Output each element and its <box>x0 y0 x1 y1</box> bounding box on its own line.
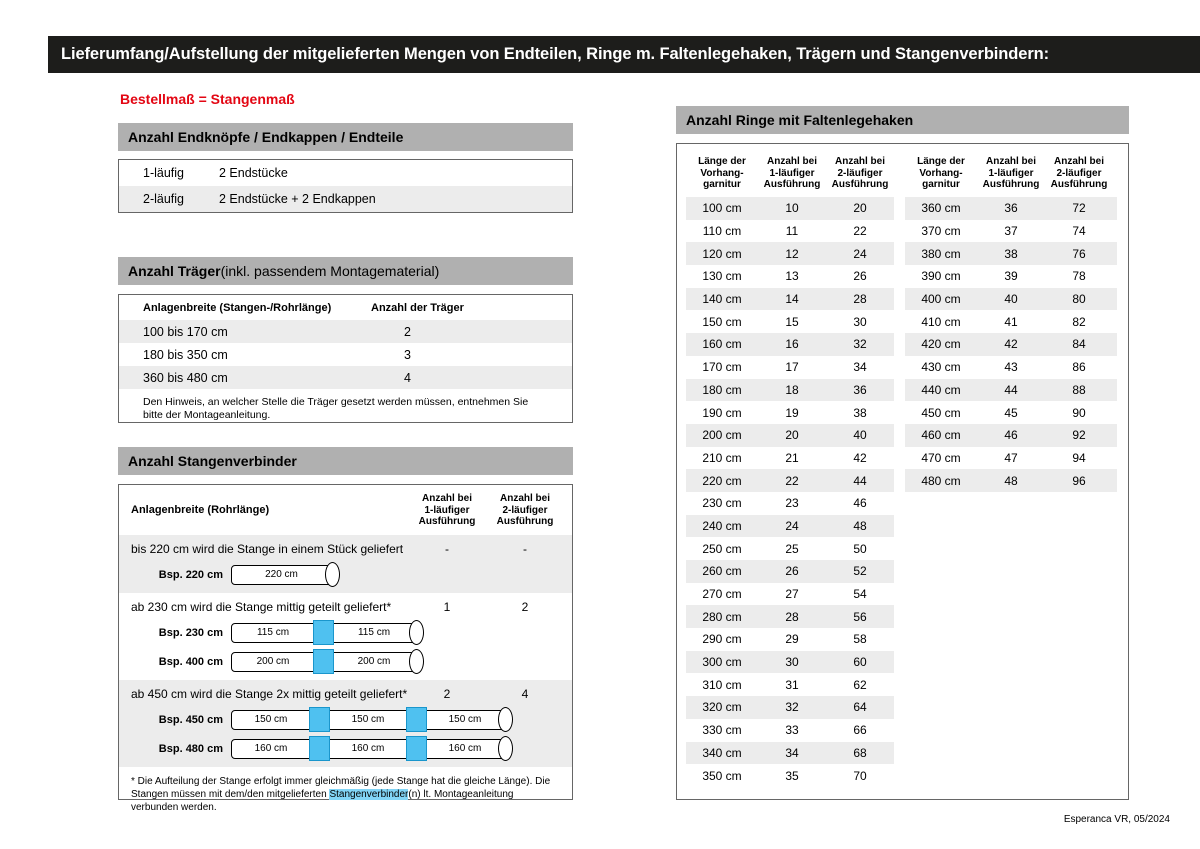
traeger-table-header <box>119 295 572 320</box>
ring-col-header: Anzahl bei 2-läufiger Ausführung <box>1050 156 1108 190</box>
ring-cell: 64 <box>853 700 867 715</box>
ring-cell: 470 cm <box>921 450 961 465</box>
ringe-table <box>676 143 1129 800</box>
ring-cell: 18 <box>785 382 799 397</box>
ring-cell: 360 cm <box>921 201 961 216</box>
ring-cell: 16 <box>785 337 799 352</box>
rod-segment: 150 cm <box>425 710 505 730</box>
endteile-row-label: 2-läufig <box>143 192 184 206</box>
ring-cell: 42 <box>1004 337 1018 352</box>
ring-cell: 34 <box>853 360 867 375</box>
verbinder-col1-header: Anlagenbreite (Rohrlänge) <box>131 504 270 516</box>
ring-cell: 290 cm <box>702 632 742 647</box>
rod-endcap-icon <box>498 736 513 761</box>
ring-cell: 36 <box>853 382 867 397</box>
verbinder-count-2laufig: 4 <box>521 687 529 701</box>
ring-row <box>686 560 894 583</box>
rod-diagram <box>231 649 424 674</box>
ring-cell: 45 <box>1004 405 1018 420</box>
ring-cell: 52 <box>853 564 867 579</box>
ring-cell: 50 <box>853 541 867 556</box>
ring-cell: 20 <box>853 201 867 216</box>
verbinder-count-2laufig: 2 <box>521 600 529 614</box>
ring-cell: 440 cm <box>921 382 961 397</box>
ring-cell: 39 <box>1004 269 1018 284</box>
ring-cell: 480 cm <box>921 473 961 488</box>
ring-row <box>686 583 894 606</box>
endteile-rows <box>119 160 572 212</box>
ring-row <box>686 764 894 787</box>
ring-table-header <box>905 151 1117 197</box>
rod-connector-icon <box>309 736 330 761</box>
verbinder-section-header <box>118 447 573 475</box>
rod-segment: 160 cm <box>328 739 408 759</box>
document-footer: Esperanca VR, 05/2024 <box>1063 814 1170 825</box>
page-title-bar <box>48 36 1200 73</box>
endteile-row-value: 2 Endstücke <box>219 166 288 180</box>
verbinder-col2-header: Anzahl bei 1-läufiger Ausführung <box>418 493 476 527</box>
ring-row <box>905 288 1117 311</box>
ring-cell: 120 cm <box>702 246 742 261</box>
ring-row <box>686 197 894 220</box>
ring-cell: 86 <box>1072 360 1086 375</box>
ring-row <box>905 447 1117 470</box>
endteile-row <box>119 160 572 186</box>
ring-row <box>905 401 1117 424</box>
traeger-row-count: 4 <box>404 370 411 385</box>
rod-diagram <box>231 620 424 645</box>
ring-cell: 78 <box>1072 269 1086 284</box>
endteile-row <box>119 186 572 212</box>
rod-endcap-icon <box>409 649 424 674</box>
ring-table-1 <box>686 151 894 787</box>
rod-diagram <box>231 707 513 732</box>
ring-row <box>686 628 894 651</box>
endteile-table <box>118 159 573 213</box>
ring-row <box>686 401 894 424</box>
ring-row <box>686 333 894 356</box>
traeger-section-subtitle: (inkl. passendem Montagematerial) <box>220 263 440 279</box>
verbinder-count-2laufig: - <box>523 542 527 556</box>
ring-cell: 68 <box>853 745 867 760</box>
ring-cell: 30 <box>785 655 799 670</box>
rod-connector-icon <box>406 707 427 732</box>
ring-row <box>686 242 894 265</box>
ring-cell: 350 cm <box>702 768 742 783</box>
rod-segment: 150 cm <box>328 710 408 730</box>
ring-cell: 28 <box>853 292 867 307</box>
rod-endcap-icon <box>498 707 513 732</box>
ring-cell: 82 <box>1072 314 1086 329</box>
ring-cell: 410 cm <box>921 314 961 329</box>
ring-table-2 <box>905 151 1117 492</box>
ring-row <box>686 288 894 311</box>
ring-cell: 26 <box>853 269 867 284</box>
rod-example-label: Bsp. 230 cm <box>158 626 223 639</box>
rod-endcap-icon <box>409 620 424 645</box>
ring-cell: 72 <box>1072 201 1086 216</box>
rod-example-row <box>119 734 572 763</box>
ring-cell: 28 <box>785 609 799 624</box>
order-size-note: Bestellmaß = Stangenmaß <box>120 91 295 107</box>
ring-cell: 34 <box>785 745 799 760</box>
rod-segment: 160 cm <box>425 739 505 759</box>
ring-row <box>686 492 894 515</box>
ring-row <box>905 356 1117 379</box>
ring-cell: 32 <box>853 337 867 352</box>
ring-cell: 37 <box>1004 224 1018 239</box>
page-title: Lieferumfang/Aufstellung der mitgelieferten Mengen von Endteilen, Ringe m. Faltenlegehaken, Trägern und Stangenverbindern: <box>61 45 1050 63</box>
ring-cell: 30 <box>853 314 867 329</box>
rod-segment: 115 cm <box>332 623 416 643</box>
ring-row <box>905 310 1117 333</box>
traeger-section-header <box>118 257 573 285</box>
ring-cell: 200 cm <box>702 428 742 443</box>
ring-cell: 150 cm <box>702 314 742 329</box>
ring-cell: 92 <box>1072 428 1086 443</box>
ring-cell: 47 <box>1004 450 1018 465</box>
traeger-col2-header: Anzahl der Träger <box>371 301 464 314</box>
rod-connector-icon <box>309 707 330 732</box>
ring-row <box>905 424 1117 447</box>
ring-cell: 48 <box>1004 473 1018 488</box>
ring-cell: 100 cm <box>702 201 742 216</box>
rod-segment: 220 cm <box>231 565 332 585</box>
ring-cell: 170 cm <box>702 360 742 375</box>
ring-cell: 250 cm <box>702 541 742 556</box>
verbinder-table <box>118 484 573 813</box>
traeger-row <box>119 366 572 389</box>
rod-example-label: Bsp. 220 cm <box>158 568 223 581</box>
ring-cell: 62 <box>853 677 867 692</box>
rod-example-row <box>119 647 572 676</box>
verbinder-col3-header: Anzahl bei 2-läufiger Ausführung <box>496 493 554 527</box>
ring-cell: 54 <box>853 587 867 602</box>
verbinder-desc-row <box>119 596 572 618</box>
ring-col-header: Anzahl bei 1-läufiger Ausführung <box>763 156 821 190</box>
ring-cell: 80 <box>1072 292 1086 307</box>
ring-row <box>686 537 894 560</box>
ring-cell: 23 <box>785 496 799 511</box>
ring-cell: 390 cm <box>921 269 961 284</box>
ring-cell: 76 <box>1072 246 1086 261</box>
ring-cell: 96 <box>1072 473 1086 488</box>
ring-cell: 44 <box>853 473 867 488</box>
verbinder-section <box>119 680 572 767</box>
ring-cell: 20 <box>785 428 799 443</box>
ring-cell: 330 cm <box>702 723 742 738</box>
ring-cell: 110 cm <box>702 224 742 239</box>
ring-cell: 66 <box>853 723 867 738</box>
ring-cell: 42 <box>853 450 867 465</box>
ring-cell: 320 cm <box>702 700 742 715</box>
rod-connector-icon <box>313 649 334 674</box>
ring-cell: 13 <box>785 269 799 284</box>
ring-col-header: Länge der Vorhang- garnitur <box>698 156 746 190</box>
ring-cell: 130 cm <box>702 269 742 284</box>
rod-example-row <box>119 705 572 734</box>
traeger-col1-header: Anlagenbreite (Stangen-/Rohrlänge) <box>143 301 332 314</box>
ring-cell: 300 cm <box>702 655 742 670</box>
ring-cell: 56 <box>853 609 867 624</box>
ring-cell: 270 cm <box>702 587 742 602</box>
ring-cell: 380 cm <box>921 246 961 261</box>
rod-segment: 115 cm <box>231 623 315 643</box>
rod-example-label: Bsp. 480 cm <box>158 742 223 755</box>
ring-cell: 210 cm <box>702 450 742 465</box>
verbinder-section <box>119 593 572 680</box>
ring-cell: 26 <box>785 564 799 579</box>
traeger-row-range: 180 bis 350 cm <box>143 347 228 362</box>
ring-cell: 15 <box>785 314 799 329</box>
rod-connector-icon <box>313 620 334 645</box>
endteile-row-label: 1-läufig <box>143 166 184 180</box>
verbinder-description: ab 230 cm wird die Stange mittig geteilt geliefert* <box>131 600 392 614</box>
ring-row <box>905 197 1117 220</box>
ring-cell: 370 cm <box>921 224 961 239</box>
ring-row <box>686 310 894 333</box>
rod-example-label: Bsp. 450 cm <box>158 713 223 726</box>
ring-cell: 14 <box>785 292 799 307</box>
ring-row <box>686 696 894 719</box>
rod-connector-icon <box>406 736 427 761</box>
verbinder-desc-row <box>119 683 572 705</box>
ring-row <box>686 742 894 765</box>
ring-cell: 84 <box>1072 337 1086 352</box>
ring-cell: 33 <box>785 723 799 738</box>
ring-cell: 260 cm <box>702 564 742 579</box>
rod-segment: 150 cm <box>231 710 311 730</box>
traeger-note: Den Hinweis, an welcher Stelle die Träger gesetzt werden müssen, entnehmen Sie bitte der Montageanleitung. <box>143 396 529 421</box>
ring-cell: 40 <box>1004 292 1018 307</box>
ring-row <box>905 220 1117 243</box>
rod-example-row <box>119 618 572 647</box>
ring-row <box>686 379 894 402</box>
ring-cell: 10 <box>785 201 799 216</box>
ring-cell: 70 <box>853 768 867 783</box>
ring-row <box>686 605 894 628</box>
ring-cell: 12 <box>785 246 799 261</box>
traeger-row-count: 3 <box>404 347 411 362</box>
ring-cell: 160 cm <box>702 337 742 352</box>
rod-diagram <box>231 736 513 761</box>
rod-example-label: Bsp. 400 cm <box>158 655 223 668</box>
ring-cell: 48 <box>853 518 867 533</box>
endteile-section-header <box>118 123 573 151</box>
ring-cell: 190 cm <box>702 405 742 420</box>
ring-col-header: Länge der Vorhang- garnitur <box>917 156 965 190</box>
verbinder-section-title: Anzahl Stangenverbinder <box>128 453 297 469</box>
ring-cell: 24 <box>785 518 799 533</box>
traeger-table <box>118 294 573 423</box>
ring-cell: 24 <box>853 246 867 261</box>
endteile-section-title: Anzahl Endknöpfe / Endkappen / Endteile <box>128 129 404 145</box>
ring-table-header <box>686 151 894 197</box>
ring-row <box>686 265 894 288</box>
verbinder-count-1laufig: - <box>445 542 449 556</box>
traeger-rows <box>119 320 572 389</box>
ring-cell: 310 cm <box>702 677 742 692</box>
traeger-row <box>119 320 572 343</box>
ring-row <box>686 651 894 674</box>
rod-segment: 200 cm <box>332 652 416 672</box>
traeger-section-title: Anzahl Träger <box>128 263 221 279</box>
rod-diagram <box>231 562 340 587</box>
ring-cell: 88 <box>1072 382 1086 397</box>
ring-cell: 32 <box>785 700 799 715</box>
rod-example-row <box>119 560 572 589</box>
verbinder-desc-row <box>119 538 572 560</box>
ring-cell: 35 <box>785 768 799 783</box>
rod-endcap-icon <box>325 562 340 587</box>
verbinder-table-header <box>119 485 572 535</box>
verbinder-count-1laufig: 1 <box>443 600 451 614</box>
ring-cell: 60 <box>853 655 867 670</box>
ring-row <box>686 469 894 492</box>
ringe-section-header <box>676 106 1129 134</box>
rod-segment: 200 cm <box>231 652 315 672</box>
ring-cell: 31 <box>785 677 799 692</box>
rod-segment: 160 cm <box>231 739 311 759</box>
ring-row <box>686 447 894 470</box>
ring-row <box>686 220 894 243</box>
ring-row <box>686 424 894 447</box>
ring-cell: 21 <box>785 450 799 465</box>
traeger-row-count: 2 <box>404 324 411 339</box>
ring-cell: 450 cm <box>921 405 961 420</box>
ring-cell: 46 <box>1004 428 1018 443</box>
ringe-section-title: Anzahl Ringe mit Faltenlegehaken <box>686 112 914 128</box>
ring-cell: 180 cm <box>702 382 742 397</box>
ring-row <box>686 356 894 379</box>
ring-cell: 220 cm <box>702 473 742 488</box>
ring-cell: 17 <box>785 360 799 375</box>
traeger-row-range: 360 bis 480 cm <box>143 370 228 385</box>
ring-col-header: Anzahl bei 1-läufiger Ausführung <box>982 156 1040 190</box>
ring-cell: 44 <box>1004 382 1018 397</box>
ring-cell: 340 cm <box>702 745 742 760</box>
ring-row <box>686 719 894 742</box>
ring-cell: 90 <box>1072 405 1086 420</box>
ring-cell: 11 <box>785 224 799 239</box>
ring-cell: 25 <box>785 541 799 556</box>
ring-cell: 74 <box>1072 224 1086 239</box>
ring-row <box>686 515 894 538</box>
ring-cell: 430 cm <box>921 360 961 375</box>
verbinder-footnote: * Die Aufteilung der Stange erfolgt immer gleichmäßig (jede Stange hat die gleiche Länge). Die Stangen müssen mit dem/den mitgelieferten Stangenverbinder(n) lt. Montageanleitung verbunden werden. <box>131 776 551 813</box>
ring-cell: 22 <box>853 224 867 239</box>
verbinder-section <box>119 535 572 593</box>
ring-cell: 230 cm <box>702 496 742 511</box>
verbinder-description: bis 220 cm wird die Stange in einem Stück geliefert <box>131 542 404 556</box>
ring-row <box>905 469 1117 492</box>
ring-col-header: Anzahl bei 2-läufiger Ausführung <box>831 156 889 190</box>
footnote-highlight: Stangenverbinder <box>329 789 409 800</box>
ring-cell: 36 <box>1004 201 1018 216</box>
ring-cell: 240 cm <box>702 518 742 533</box>
ring-cell: 41 <box>1004 314 1018 329</box>
ring-cell: 27 <box>785 587 799 602</box>
verbinder-sections <box>119 535 572 767</box>
ring-cell: 46 <box>853 496 867 511</box>
ring-cell: 38 <box>1004 246 1018 261</box>
ring-row <box>905 242 1117 265</box>
traeger-row-range: 100 bis 170 cm <box>143 324 228 339</box>
traeger-row <box>119 343 572 366</box>
ring-cell: 58 <box>853 632 867 647</box>
ring-cell: 22 <box>785 473 799 488</box>
ring-cell: 40 <box>853 428 867 443</box>
ring-cell: 38 <box>853 405 867 420</box>
ring-row <box>905 265 1117 288</box>
ring-cell: 43 <box>1004 360 1018 375</box>
ring-cell: 280 cm <box>702 609 742 624</box>
ring-row <box>686 673 894 696</box>
ring-row <box>905 333 1117 356</box>
ring-row <box>905 379 1117 402</box>
ring-cell: 400 cm <box>921 292 961 307</box>
ring-cell: 19 <box>785 405 799 420</box>
ring-cell: 29 <box>785 632 799 647</box>
verbinder-count-1laufig: 2 <box>443 687 451 701</box>
ring-cell: 460 cm <box>921 428 961 443</box>
endteile-row-value: 2 Endstücke + 2 Endkappen <box>219 192 376 206</box>
ring-cell: 420 cm <box>921 337 961 352</box>
ring-cell: 140 cm <box>702 292 742 307</box>
ring-cell: 94 <box>1072 450 1086 465</box>
verbinder-description: ab 450 cm wird die Stange 2x mittig geteilt geliefert* <box>131 687 408 701</box>
